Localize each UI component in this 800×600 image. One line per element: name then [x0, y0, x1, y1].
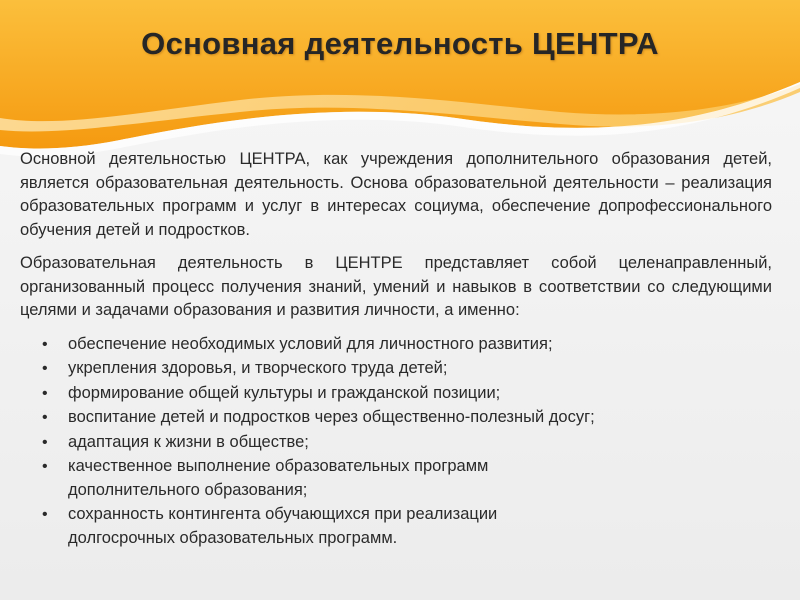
list-item	[20, 431, 772, 455]
bullet-icon: •	[42, 360, 48, 377]
list-item	[20, 455, 772, 502]
list-item-text: качественное выполнение образовательных программ дополнительного образования;	[68, 457, 489, 499]
list-item-text: сохранность контингента обучающихся при реализации долгосрочных образовательных программ.	[68, 505, 498, 547]
bullet-icon: •	[42, 384, 48, 402]
list-item	[20, 406, 772, 430]
list-item-text: укрепления здоровья, и творческого труда детей;	[68, 359, 448, 377]
list-item	[20, 333, 772, 357]
paragraph-educational-process: Образовательная деятельность в ЦЕНТРЕ представляет собой целенаправленный, организованный процесс получения знаний, умений и навыков в соответствии со следующими целями и задачами образования и развития личности, а именно:	[20, 254, 772, 319]
bullet-icon: •	[42, 458, 48, 475]
goals-list	[20, 333, 772, 551]
list-item-text: адаптация к жизни в обществе;	[68, 432, 309, 451]
list-item	[20, 382, 772, 406]
list-item	[20, 357, 772, 381]
bullet-icon: •	[42, 335, 48, 353]
slide-body	[20, 148, 772, 551]
list-item-text: воспитание детей и подростков через общественно-полезный досуг;	[68, 408, 595, 426]
bullet-icon: •	[42, 409, 48, 426]
bullet-icon: •	[42, 506, 48, 523]
bullet-icon: •	[42, 433, 48, 451]
list-item-text: формирование общей культуры и гражданской позиции;	[68, 383, 501, 402]
paragraph-main-activity: Основной деятельностью ЦЕНТРА, как учреждения дополнительного образования детей, является образовательная деятельность. Основа образовательной деятельности – реализация образовательных программ и услуг в интересах социума, обеспечение допрофессионального обучения детей и подростков.	[20, 150, 772, 239]
list-item	[20, 503, 772, 550]
list-item-text: обеспечение необходимых условий для личностного развития;	[68, 334, 553, 353]
slide-title: Основная деятельность ЦЕНТРА	[141, 26, 659, 61]
